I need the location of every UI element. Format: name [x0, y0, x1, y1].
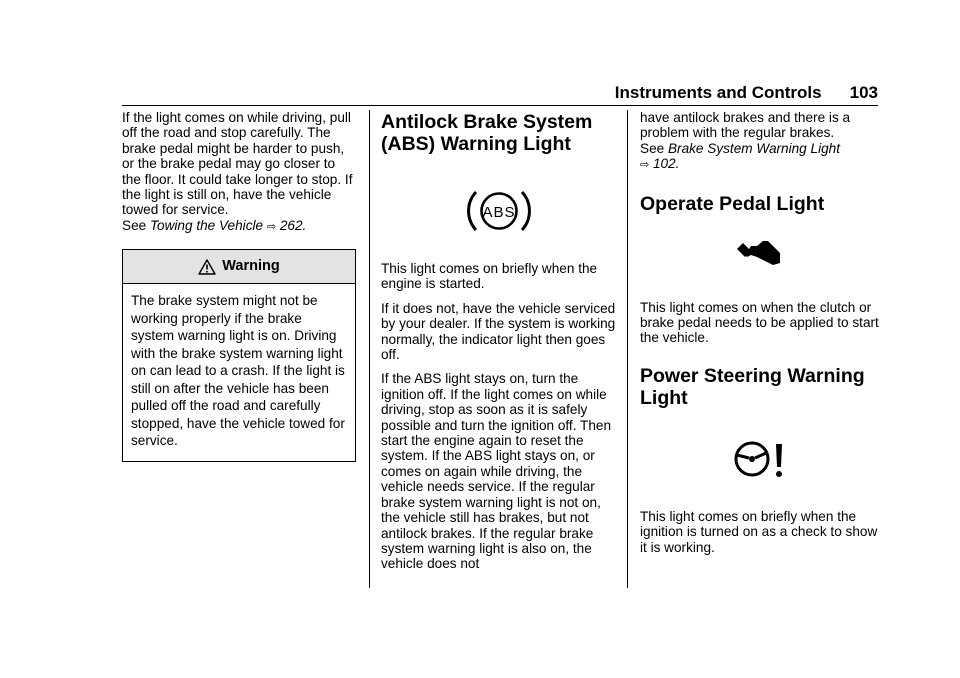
- pedal-icon-row: [640, 237, 880, 267]
- warning-header: [123, 250, 355, 284]
- foot-pedal-icon: [737, 237, 783, 267]
- abs-warning-icon: [465, 188, 533, 234]
- column-divider: [627, 110, 628, 588]
- warning-text: The brake system might not be working properly if the brake system warning light is on. Driving with the brake system warning light on can lead to a crash. If the light is still on after the vehicle has been pulled off the road and carefully stopped, have the vehicle towed for service.: [131, 293, 345, 449]
- arrow-right-icon: ⇨: [266, 220, 277, 233]
- warning-title: Warning: [222, 258, 280, 275]
- header-rule: [122, 105, 878, 106]
- page-number: 103: [849, 83, 878, 102]
- paragraph: If the ABS light stays on, turn the ignition off. If the light comes on while driving, stop as soon as it is safely possible and turn the ignition off. Then start the engine again to reset the system. If the ABS light stays on, or comes on again while driving, the vehicle needs service. If the regular brake system warning light is not on, the vehicle still has brakes, but not antilock brakes. If the regular brake system warning light is also on, the vehicle does not: [381, 371, 611, 572]
- section-title: Instruments and Controls: [614, 83, 822, 102]
- cross-reference-link[interactable]: Brake System Warning Light ⇨ 102.: [640, 140, 840, 172]
- power-steering-icon-row: [640, 439, 880, 479]
- column-left: [122, 110, 356, 462]
- svg-text:ABS: ABS: [482, 204, 516, 221]
- power-steering-heading: Power Steering Warning Light: [640, 364, 865, 409]
- paragraph: This light comes on when the clutch or brake pedal needs to be applied to start the vehicle.: [640, 299, 879, 346]
- column-middle: [381, 110, 617, 581]
- paragraph: If it does not, have the vehicle serviced by your dealer. If the system is working normally, the indicator light then goes off.: [381, 300, 616, 363]
- paragraph: This light comes on briefly when the engine is started.: [381, 261, 598, 292]
- paragraph: have antilock brakes and there is a problem with the regular brakes. See Brake System Warning Light ⇨ 102.: [640, 110, 851, 172]
- paragraph: This light comes on briefly when the ignition is turned on as a check to show it is working.: [640, 508, 878, 555]
- operate-pedal-heading: Operate Pedal Light: [640, 192, 825, 215]
- abs-icon-row: [381, 188, 617, 234]
- power-steering-warning-icon: [728, 439, 792, 479]
- warning-triangle-icon: [198, 259, 216, 275]
- column-divider: [369, 110, 370, 588]
- column-right: [640, 110, 880, 564]
- paragraph: If the light comes on while driving, pull off the road and stop carefully. The brake pedal might be harder to push, or the brake pedal may go closer to the floor. It could take longer to stop. If the light is still on, have the vehicle towed for service. See Towing the Vehicle ⇨ 262.: [122, 110, 353, 233]
- arrow-right-icon: ⇨: [640, 159, 650, 172]
- abs-heading: Antilock Brake System (ABS) Warning Light: [381, 111, 593, 155]
- cross-reference-link[interactable]: Towing the Vehicle ⇨ 262.: [149, 217, 307, 233]
- page-header: [560, 82, 878, 104]
- warning-box: [122, 249, 356, 462]
